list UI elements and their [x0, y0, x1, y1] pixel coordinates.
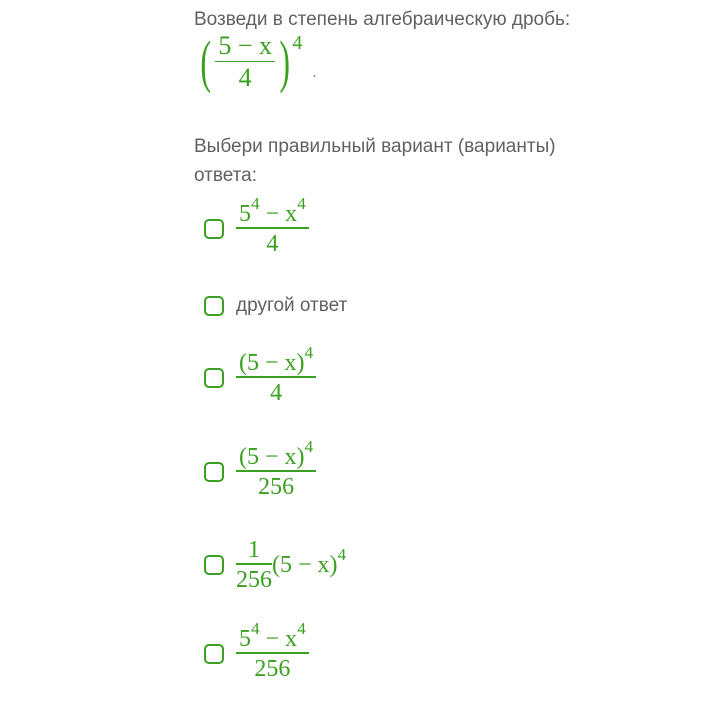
right-paren: ) — [279, 29, 290, 95]
checkbox-option-1[interactable] — [204, 219, 224, 239]
option-1-expression — [236, 193, 309, 257]
answer-option-5[interactable] — [204, 537, 346, 593]
option-5-numerator: 1 — [248, 537, 260, 563]
option-6-numerator: $5^4 - x^4$ — [239, 618, 306, 652]
option-2-label: другой ответ — [236, 295, 348, 316]
question-period: . — [312, 64, 317, 82]
answer-option-6[interactable] — [204, 618, 309, 682]
question-fraction — [215, 32, 275, 93]
option-6-denominator: 256 — [254, 655, 291, 682]
question-exponent: 4 — [292, 32, 303, 54]
checkbox-option-2[interactable] — [204, 296, 224, 316]
option-1-denominator: 4 — [266, 230, 279, 257]
answer-option-1[interactable] — [204, 193, 309, 257]
question-expression — [196, 29, 317, 95]
option-5-fraction — [236, 537, 272, 593]
question-denominator: 4 — [238, 63, 252, 93]
option-4-expression — [236, 436, 316, 500]
option-4-denominator: 256 — [258, 473, 295, 500]
option-4-fraction — [236, 436, 316, 500]
option-3-fraction — [236, 342, 316, 406]
checkbox-option-5[interactable] — [204, 555, 224, 575]
question-numerator: 5 − x — [218, 31, 272, 60]
answer-option-2[interactable] — [204, 295, 347, 317]
option-1-numerator: $5^4 - x^4$ — [239, 193, 306, 227]
option-3-expression — [236, 342, 316, 406]
answer-option-3[interactable] — [204, 342, 316, 406]
option-5-tail: $(5 - x)^4$ — [272, 544, 347, 578]
option-6-expression — [236, 618, 309, 682]
option-5-denominator: 256 — [236, 566, 272, 593]
option-5-expression — [236, 537, 346, 593]
question-prompt: Возведи в степень алгебраическую дробь: — [194, 9, 571, 30]
checkbox-option-6[interactable] — [204, 644, 224, 664]
answer-option-4[interactable] — [204, 436, 316, 500]
left-paren: ( — [200, 29, 211, 95]
checkbox-option-4[interactable] — [204, 462, 224, 482]
option-3-denominator: 4 — [270, 379, 283, 406]
option-1-fraction — [236, 193, 309, 257]
checkbox-option-3[interactable] — [204, 368, 224, 388]
option-3-numerator: $(5 - x)^4$ — [239, 342, 314, 376]
option-4-numerator: $(5 - x)^4$ — [239, 436, 314, 470]
instructions: Выбери правильный вариант (варианты) ответа: — [194, 136, 556, 186]
option-6-fraction — [236, 618, 309, 682]
